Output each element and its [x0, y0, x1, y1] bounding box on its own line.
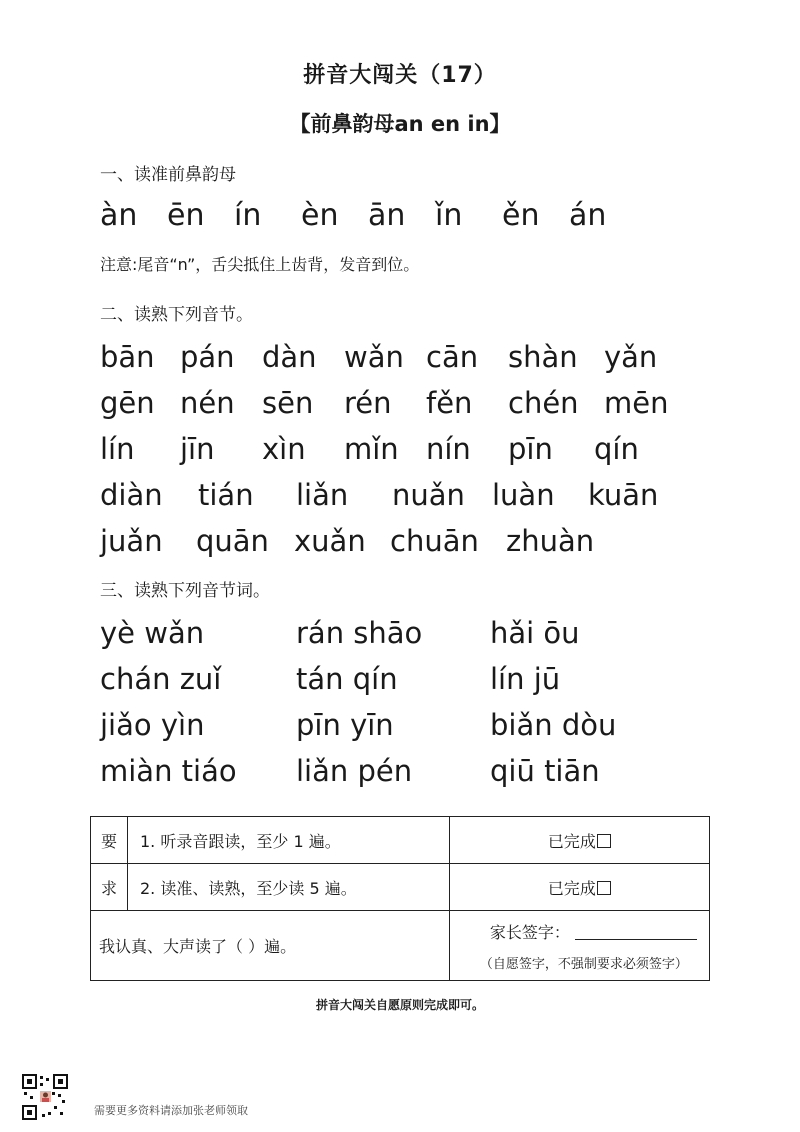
completion-label: 已完成	[547, 878, 596, 898]
syllable: nín	[426, 432, 471, 466]
syllable: zhuàn	[506, 524, 595, 558]
syllable: jīn	[180, 432, 215, 466]
vowel-item: ān	[368, 198, 406, 233]
completion-label: 已完成	[547, 831, 596, 851]
requirements-table	[90, 816, 710, 981]
qr-caption: 需要更多资料请添加张老师领取	[94, 1104, 248, 1117]
syllable: pīn	[508, 432, 553, 466]
qr-code-icon	[22, 1074, 68, 1120]
syllable: chén	[508, 386, 579, 420]
syllable: diàn	[100, 478, 163, 512]
requirement-item-2: 2. 读准、读熟，至少读 5 遍。	[128, 864, 450, 911]
syllable: liǎn	[296, 478, 349, 512]
completion-check-1[interactable]	[449, 817, 709, 864]
vowel-item: ǐn	[435, 198, 463, 233]
syllable: lín	[100, 432, 135, 466]
syllable: nuǎn	[392, 478, 465, 512]
read-count-field[interactable]: 我认真、大声读了（ ）遍。	[91, 911, 450, 981]
syllable: mēn	[604, 386, 669, 420]
word: tán qín	[296, 662, 398, 696]
requirement-item-1: 1. 听录音跟读，至少 1 遍。	[128, 817, 450, 864]
pronunciation-note: 注意:尾音“n”，舌尖抵住上齿背，发音到位。	[100, 255, 420, 274]
footnote: 拼音大闯关自愿原则完成即可。	[315, 998, 484, 1012]
syllable: xìn	[262, 432, 306, 466]
requirement-label-char: 要	[91, 817, 128, 864]
page-subtitle: 【前鼻韵母an en in】	[289, 112, 511, 136]
syllable: sēn	[262, 386, 314, 420]
vowel-item: èn	[301, 198, 339, 233]
requirement-label-char: 求	[91, 864, 128, 911]
word: yè wǎn	[100, 616, 205, 650]
word: lín jū	[490, 662, 561, 696]
vowel-item: ěn	[502, 198, 540, 233]
syllable: shàn	[508, 340, 578, 374]
syllable: rén	[344, 386, 392, 420]
syllable: cān	[426, 340, 479, 374]
syllable: nén	[180, 386, 235, 420]
syllable: qín	[594, 432, 639, 466]
syllable: kuān	[588, 478, 659, 512]
vowel-item: án	[569, 198, 607, 233]
syllable: yǎn	[604, 340, 658, 374]
vowel-item: àn	[100, 198, 138, 233]
checkbox-icon[interactable]	[597, 881, 611, 895]
vowel-item: ēn	[167, 198, 205, 233]
word: pīn yīn	[296, 708, 394, 742]
word: hǎi ōu	[490, 616, 580, 650]
syllable: quān	[196, 524, 269, 558]
syllable: pán	[180, 340, 235, 374]
word: miàn tiáo	[100, 754, 237, 788]
signature-note: （自愿签字，不强制要求必须签字）	[479, 956, 688, 972]
vowel-list	[100, 198, 636, 233]
section1-heading: 一、读准前鼻韵母	[100, 165, 236, 185]
syllable: fěn	[426, 386, 473, 420]
section2-heading: 二、读熟下列音节。	[100, 305, 253, 325]
signature-line[interactable]	[575, 923, 697, 940]
parent-sign-label: 家长签字：	[489, 922, 570, 942]
syllable: mǐn	[344, 432, 399, 466]
syllable: luàn	[492, 478, 555, 512]
syllable: dàn	[262, 340, 317, 374]
syllable: gēn	[100, 386, 155, 420]
word: chán zuǐ	[100, 662, 222, 696]
syllable: chuān	[390, 524, 479, 558]
syllable: juǎn	[100, 524, 163, 558]
parent-signature-cell	[449, 911, 709, 981]
word: biǎn dòu	[490, 708, 617, 742]
vowel-item: ín	[234, 198, 262, 233]
syllable: wǎn	[344, 340, 404, 374]
syllable: tián	[198, 478, 254, 512]
syllable: xuǎn	[294, 524, 366, 558]
completion-check-2[interactable]	[449, 864, 709, 911]
section3-heading: 三、读熟下列音节词。	[100, 581, 270, 601]
word: liǎn pén	[296, 754, 413, 788]
syllable: bān	[100, 340, 155, 374]
word: rán shāo	[296, 616, 423, 650]
page-title: 拼音大闯关（17）	[303, 63, 497, 88]
word: qiū tiān	[490, 754, 600, 788]
word: jiǎo yìn	[100, 708, 205, 742]
checkbox-icon[interactable]	[597, 834, 611, 848]
